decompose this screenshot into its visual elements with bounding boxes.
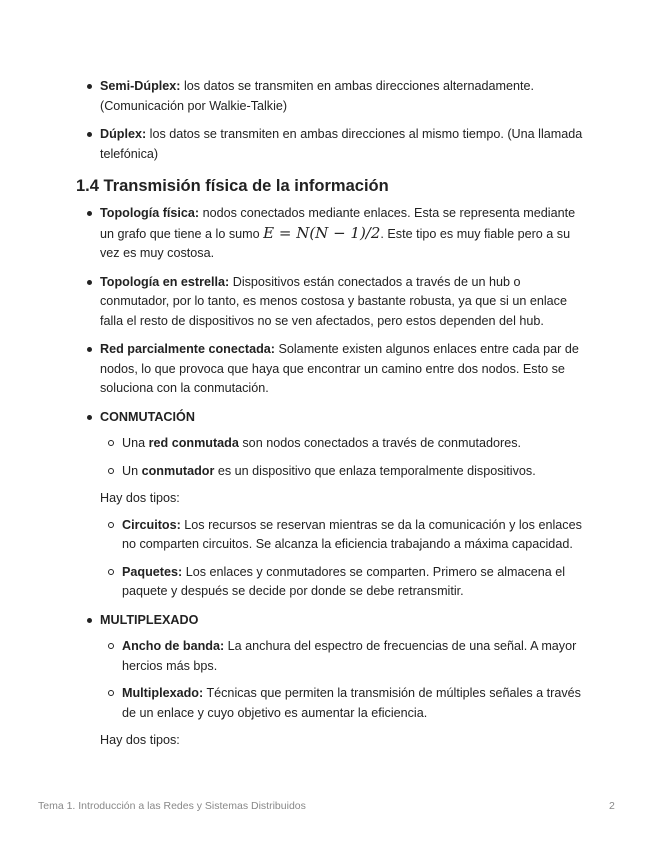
term: Multiplexado: (122, 686, 204, 700)
term: Dúplex: (100, 127, 147, 141)
list-item (0, 77, 655, 116)
list-item (100, 462, 583, 482)
definition: Los recursos se reservan mientras se da la comunicación y los enlaces no comparten circuitos. Se alcanza la eficiencia trabajando a máxima capacidad. (122, 517, 582, 551)
definition: los datos se transmiten en ambas direcciones al mismo tiempo. (Una llamada telefónica) (100, 127, 583, 161)
term: Red parcialmente conectada: (100, 342, 275, 356)
list-item (100, 684, 583, 723)
section-heading: 1.4 Transmisión física de la información (76, 177, 389, 195)
conmutacion-list (100, 434, 583, 481)
term: Ancho de banda: (122, 639, 225, 653)
definition: Solamente existen algunos enlaces entre cada par de nodos, lo que provoca que haya que encontrar un camino entre dos nodos. Esto se soluciona con la conmutación. (100, 342, 579, 395)
list-item (0, 340, 655, 399)
term: Topología física: (100, 206, 200, 220)
duplex-list (0, 77, 655, 164)
term: Paquetes: (122, 564, 183, 579)
term: Topología en estrella: (100, 274, 230, 289)
definition: Técnicas que permiten la transmisión de múltiples señales a través de un enlace y cuyo objetivo es aumentar la eficiencia. (122, 686, 581, 720)
definition: son nodos conectados a través de conmutadores. (238, 436, 522, 450)
footer-title: Tema 1. Introducción a las Redes y Sistemas Distribuidos (38, 800, 306, 812)
formula: E = N(N − 1)/2 (263, 223, 381, 242)
list-item (0, 273, 655, 332)
list-item (100, 637, 583, 676)
topology-list (0, 204, 655, 751)
text: Una (122, 436, 149, 450)
definition: los datos se transmiten en ambas direcciones alternadamente. (Comunicación por Walkie-Talkie) (100, 79, 535, 113)
list-item (0, 408, 655, 602)
list-item (100, 434, 583, 454)
list-item (100, 516, 583, 555)
multiplexado-list (100, 637, 583, 723)
note: Hay dos tipos: (100, 491, 180, 505)
term: Circuitos: (122, 517, 181, 532)
list-item (0, 125, 655, 164)
note: Hay dos tipos: (100, 733, 180, 747)
list-item (0, 611, 655, 751)
list-item (100, 563, 583, 602)
definition: Los enlaces y conmutadores se comparten. Primero se almacena el paquete y después se decide por donde se debe retransmitir. (122, 564, 566, 598)
term: conmutador (141, 463, 215, 478)
subsection-heading: CONMUTACIÓN (100, 409, 195, 424)
list-item (0, 204, 655, 264)
definition: Dispositivos están conectados a través de un hub o conmutador, por lo tanto, es menos costosa y bastante robusta, ya que si un enlace falla el resto de dispositivos no se ven afectados, pero estos dependen del hub. (100, 274, 567, 328)
subsection-heading: MULTIPLEXADO (100, 612, 199, 627)
definition: La anchura del espectro de frecuencias de una señal. A mayor hercios más bps. (122, 639, 577, 673)
definition-end: . Este tipo es muy fiable pero a su vez es muy costosa. (100, 226, 571, 260)
term: Semi-Dúplex: (100, 79, 181, 93)
tipos-list (100, 516, 583, 602)
text: Un (122, 463, 142, 478)
page-number: 2 (609, 800, 615, 812)
definition: nodos conectados mediante enlaces. Esta se representa mediante un grafo que tiene a lo sumo (100, 206, 576, 241)
definition: es un dispositivo que enlaza temporalmente dispositivos. (214, 463, 536, 478)
term: red conmutada (148, 436, 239, 450)
